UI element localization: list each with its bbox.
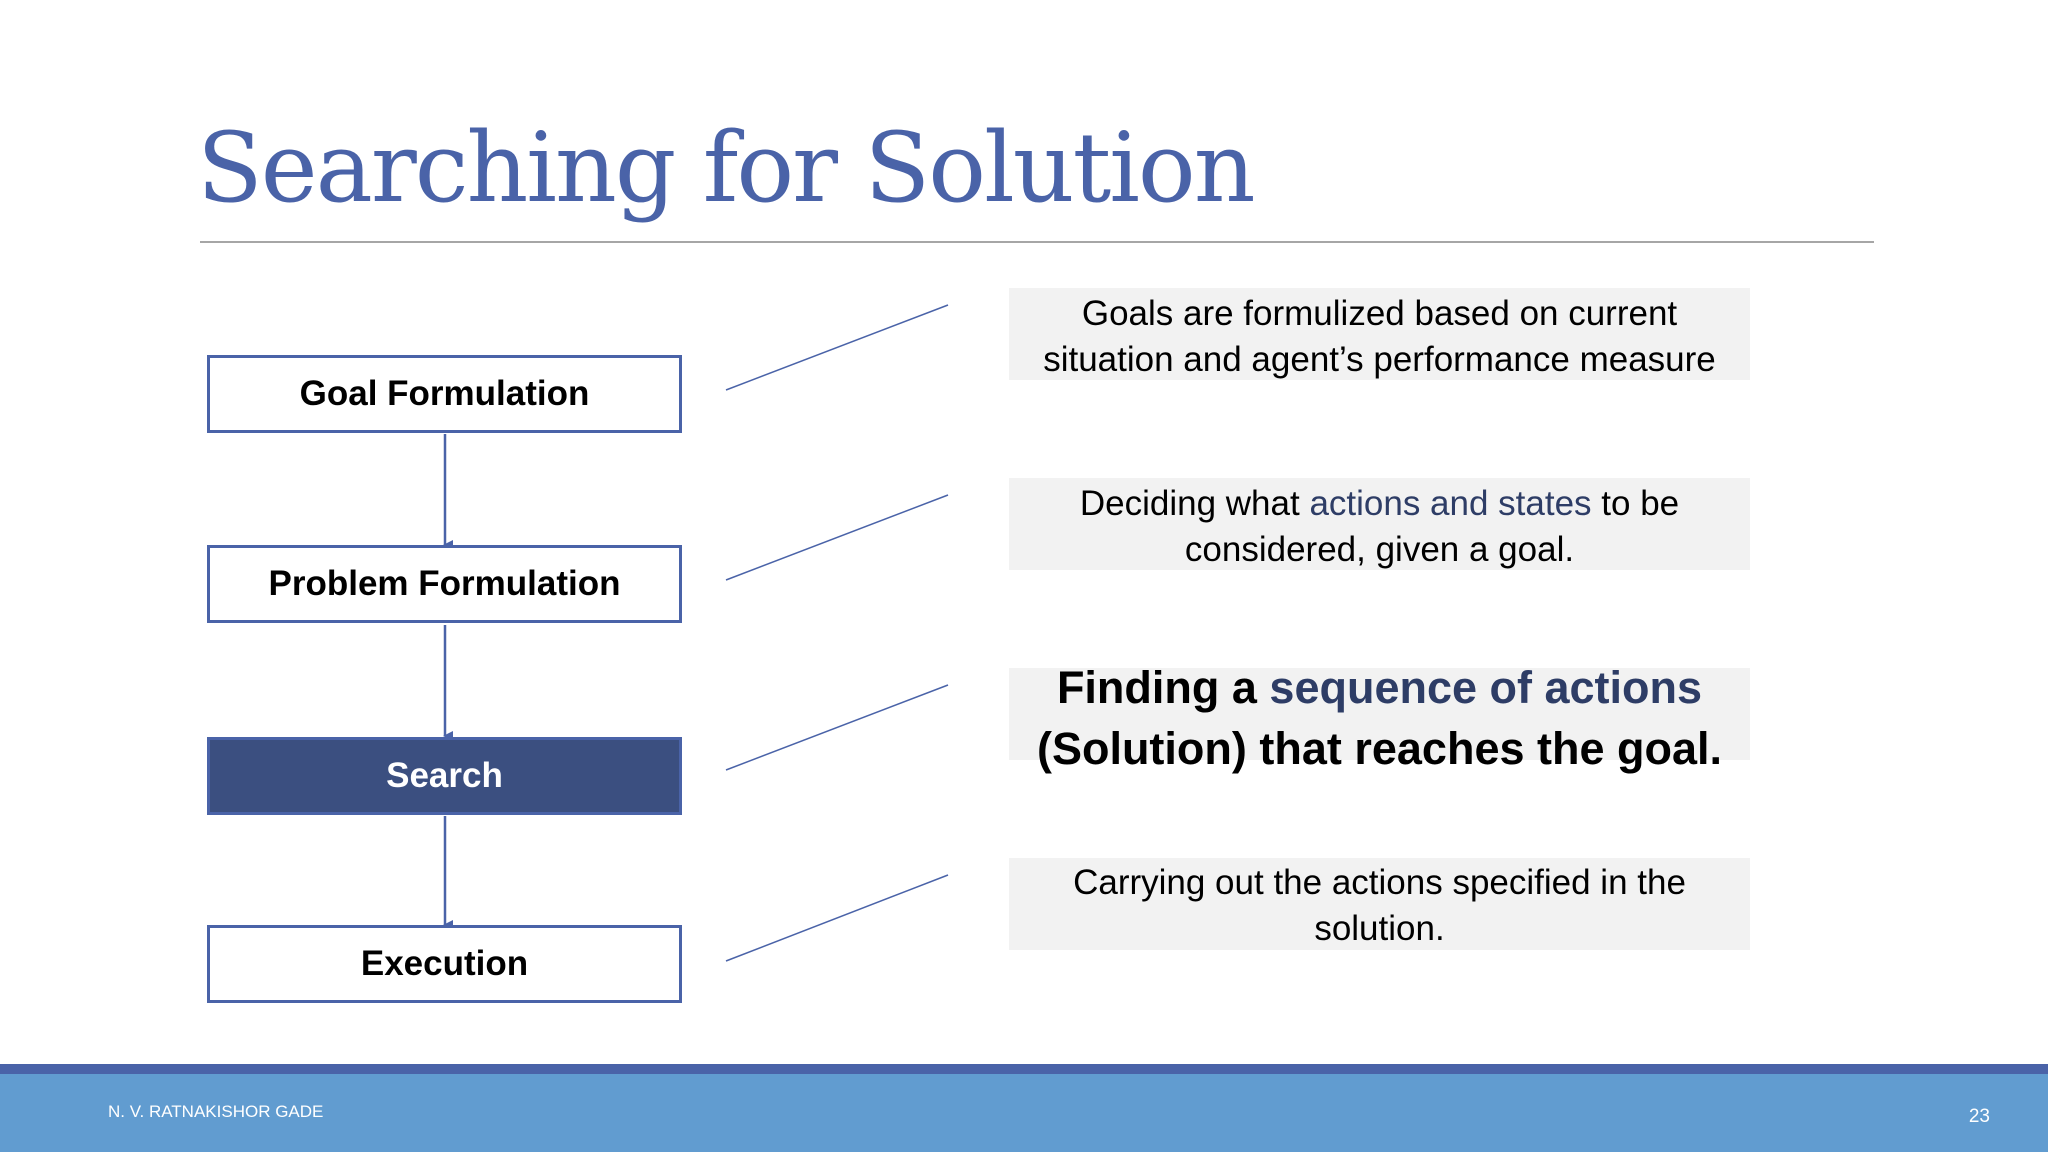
leader-line-goal	[726, 305, 948, 390]
footer-author: N. V. RATNAKISHOR GADE	[108, 1102, 324, 1121]
description-highlight: sequence of actions	[1269, 662, 1703, 713]
leader-line-problem	[726, 495, 948, 580]
step-goal-formulation	[207, 355, 682, 433]
step-label: Search	[386, 756, 503, 795]
step-search	[207, 737, 682, 815]
slide-title: Searching for Solution	[197, 112, 1254, 224]
description-goal	[1009, 291, 1750, 383]
leader-line-search	[726, 685, 948, 770]
description-line: situation and agent’s performance measure	[1043, 340, 1716, 379]
description-search	[1009, 657, 1750, 779]
step-execution	[207, 925, 682, 1003]
description-execution	[1009, 860, 1750, 952]
description-line: (Solution) that reaches the goal.	[1036, 723, 1723, 774]
description-text: Finding a	[1056, 662, 1270, 713]
description-highlight: actions and states	[1309, 484, 1592, 523]
description-line: Carrying out the actions specified in the	[1073, 863, 1686, 902]
description-text: Deciding what	[1079, 484, 1310, 523]
description-line: solution.	[1314, 909, 1445, 948]
leader-line-execution	[726, 875, 948, 961]
step-label: Goal Formulation	[299, 374, 590, 413]
page-number: 23	[1968, 1106, 1990, 1127]
description-line: Goals are formulized based on current	[1081, 294, 1678, 333]
description-line: considered, given a goal.	[1184, 530, 1575, 569]
step-label: Problem Formulation	[268, 564, 621, 603]
footer-accent-stripe	[0, 1064, 2048, 1074]
description-text: to be	[1591, 484, 1680, 523]
description-problem	[1009, 481, 1750, 573]
description-line	[1009, 481, 1750, 527]
description-line	[1009, 657, 1750, 718]
step-label: Execution	[360, 944, 529, 983]
step-problem-formulation	[207, 545, 682, 623]
